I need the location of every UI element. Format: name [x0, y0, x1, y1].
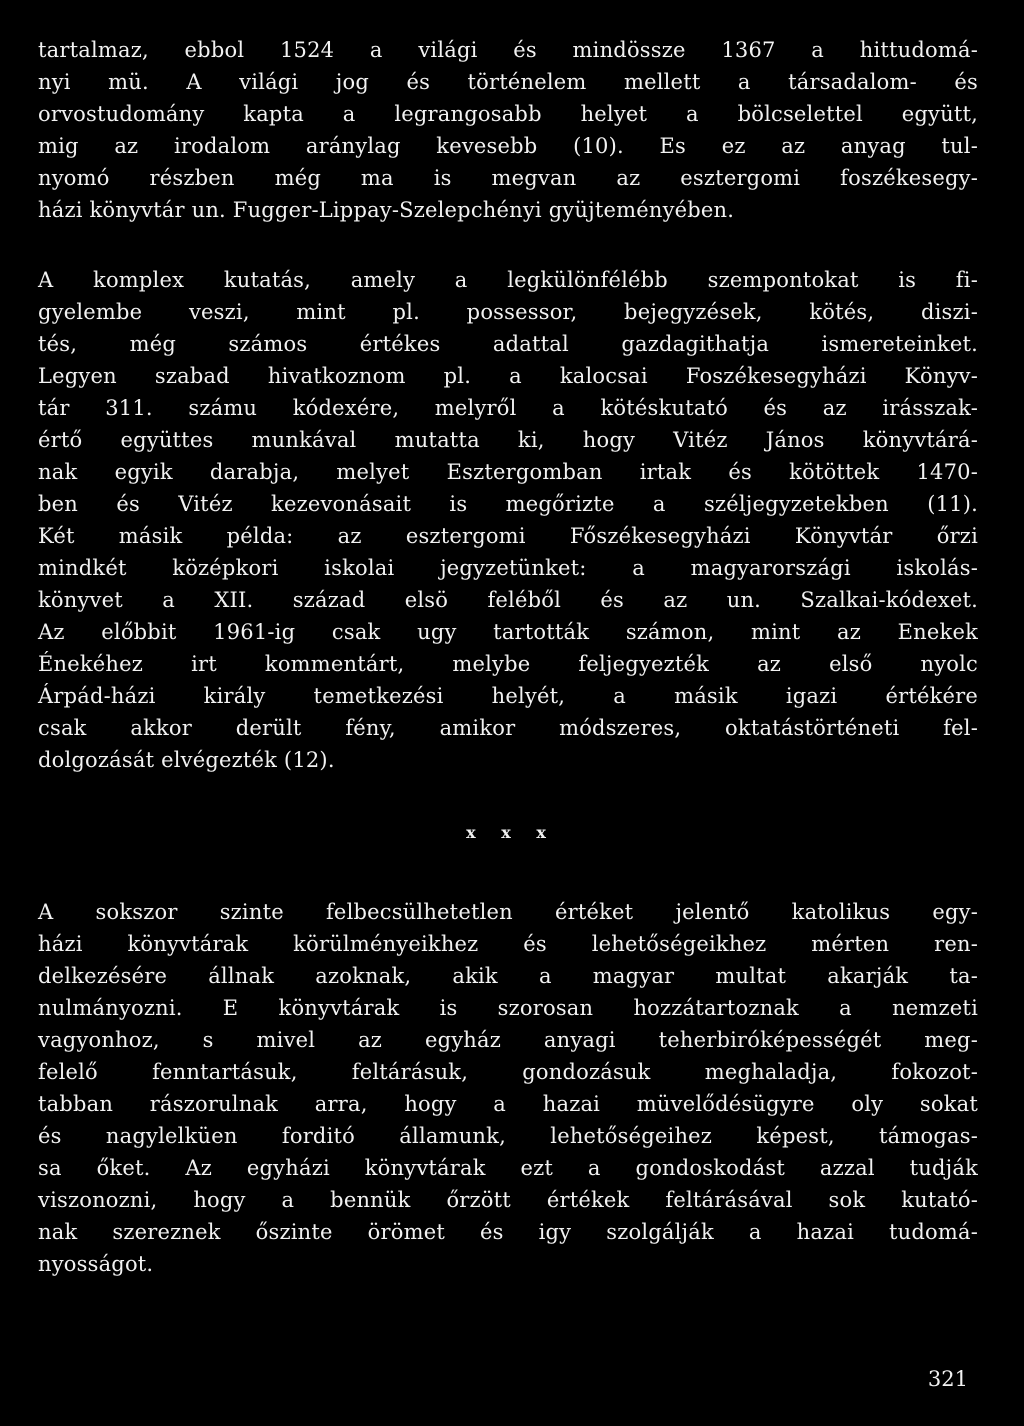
text-line: Legyen szabad hivatkoznom pl. a kalocsai Foszékesegyházi Könyv-	[38, 364, 978, 388]
text-line: felelő fenntartásuk, feltárásuk, gondozásuk meghaladja, fokozot-	[38, 1060, 978, 1084]
text-line: mig az irodalom aránylag kevesebb (10). Es ez az anyag tul-	[38, 134, 978, 158]
text-line: nyi mü. A világi jog és történelem mellett a társadalom- és	[38, 70, 978, 94]
text-line: A sokszor szinte felbecsülhetetlen értéket jelentő katolikus egy-	[38, 900, 978, 924]
text-line: ben és Vitéz kezevonásait is megőrizte a széljegyzetekben (11).	[38, 492, 978, 516]
text-line: nyomó részben még ma is megvan az esztergomi foszékesegy-	[38, 166, 978, 190]
text-line: Az előbbit 1961-ig csak ugy tartották számon, mint az Enekek	[38, 620, 978, 644]
text-line: csak akkor derült fény, amikor módszeres, oktatástörténeti fel-	[38, 716, 978, 740]
paragraph-gap	[38, 226, 978, 264]
text-line: Két másik példa: az esztergomi Főszékesegyházi Könyvtár őrzi	[38, 524, 978, 548]
text-line: dolgozását elvégezték (12).	[38, 748, 335, 772]
page-number: 321	[927, 1367, 968, 1391]
text-line: könyvet a XII. század elsö feléből és az un. Szalkai-kódexet.	[38, 588, 978, 612]
text-line: nyosságot.	[38, 1252, 154, 1276]
text-line: Énekéhez irt kommentárt, melybe feljegyezték az első nyolc	[38, 652, 978, 676]
paragraph-gap	[38, 776, 978, 818]
text-line: sa őket. Az egyházi könyvtárak ezt a gondoskodást azzal tudják	[38, 1156, 978, 1180]
text-line: Árpád-házi király temetkezési helyét, a másik igazi értékére	[38, 684, 978, 708]
paragraph-gap	[38, 848, 978, 896]
text-line: házi könyvtárak körülményeikhez és lehetőségeikhez mérten ren-	[38, 932, 978, 956]
text-line: tés, még számos értékes adattal gazdagithatja ismereteinket.	[38, 332, 978, 356]
text-line: nak egyik darabja, melyet Esztergomban irtak és kötöttek 1470-	[38, 460, 978, 484]
text-line: tartalmaz, ebbol 1524 a világi és mindössze 1367 a hittudomá-	[38, 38, 978, 62]
text-line: delkezésére állnak azoknak, akik a magyar multat akarják ta-	[38, 964, 978, 988]
text-line: és nagylelküen forditó államunk, lehetőségeihez képest, támogas-	[38, 1124, 978, 1148]
text-line: nak szereznek őszinte örömet és igy szolgálják a hazai tudomá-	[38, 1220, 978, 1244]
text-line: orvostudomány kapta a legrangosabb helyet a bölcselettel együtt,	[38, 102, 978, 126]
text-line: mindkét középkori iskolai jegyzetünket: a magyarországi iskolás-	[38, 556, 978, 580]
paragraph-complex-research	[38, 264, 978, 776]
text-line: tár 311. számu kódexére, melyről a kötéskutató és az irásszak-	[38, 396, 978, 420]
paragraph-church-libraries	[38, 896, 978, 1280]
section-separator: x x x	[466, 823, 556, 842]
text-line: viszonozni, hogy a bennük őrzött értékek feltárásával sok kutató-	[38, 1188, 978, 1212]
text-line: tabban rászorulnak arra, hogy a hazai müvelődésügyre oly sokat	[38, 1092, 978, 1116]
text-line: házi könyvtár un. Fugger-Lippay-Szelepchényi gyüjteményében.	[38, 198, 735, 222]
text-line: vagyonhoz, s mivel az egyház anyagi teherbiróképességét meg-	[38, 1028, 978, 1052]
paragraph-library-holdings	[38, 34, 978, 226]
text-line: gyelembe veszi, mint pl. possessor, bejegyzések, kötés, diszi-	[38, 300, 978, 324]
text-line: A komplex kutatás, amely a legkülönfélébb szempontokat is fi-	[38, 268, 978, 292]
document-page	[38, 34, 978, 1280]
text-line: értő együttes munkával mutatta ki, hogy Vitéz János könyvtárá-	[38, 428, 978, 452]
text-line: nulmányozni. E könyvtárak is szorosan hozzátartoznak a nemzeti	[38, 996, 978, 1020]
